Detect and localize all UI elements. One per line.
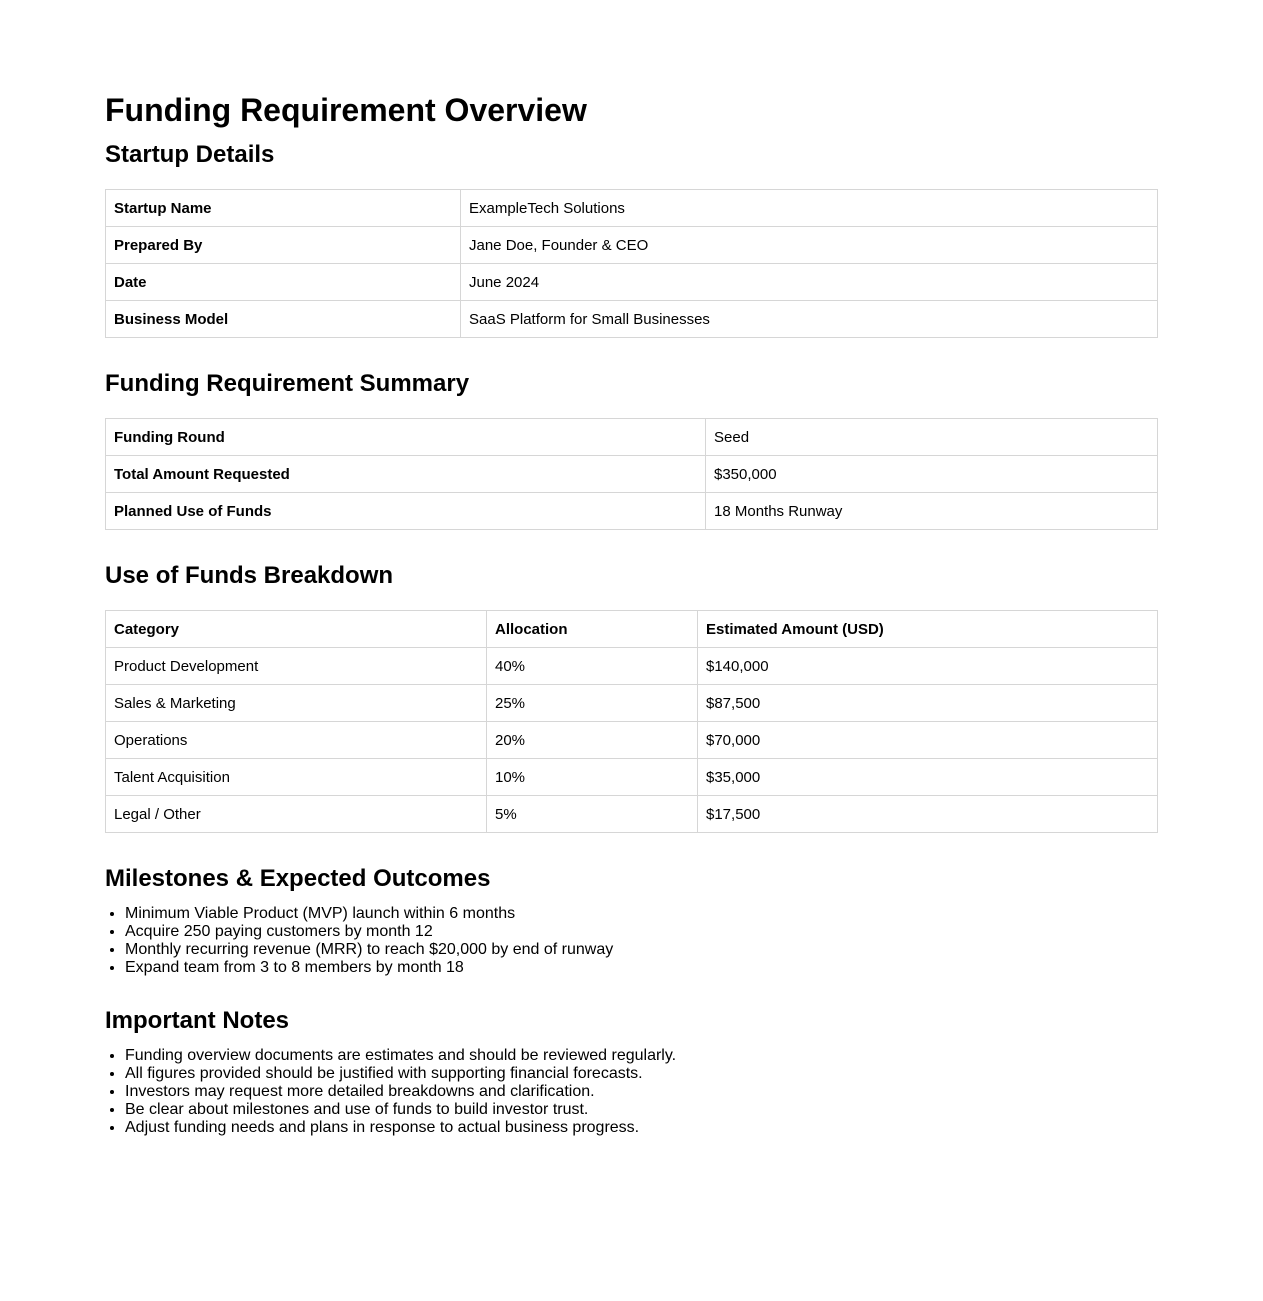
allocation-cell: 5%	[487, 796, 698, 833]
category-cell: Sales & Marketing	[106, 685, 487, 722]
prepared-by-value: Jane Doe, Founder & CEO	[461, 227, 1158, 264]
amount-cell: $35,000	[698, 759, 1158, 796]
table-row	[106, 796, 1158, 833]
list-item: • Be clear about milestones and use of funds to build investor trust.	[125, 1101, 1158, 1119]
use-of-funds-table	[105, 610, 1158, 833]
allocation-cell: 25%	[487, 685, 698, 722]
list-item: • Minimum Viable Product (MVP) launch within 6 months	[125, 905, 1158, 923]
page-title: Funding Requirement Overview	[105, 92, 587, 128]
business-model-value: SaaS Platform for Small Businesses	[461, 301, 1158, 338]
table-row	[106, 456, 1158, 493]
funding-round-label: Funding Round	[106, 419, 706, 456]
total-amount-value: $350,000	[706, 456, 1158, 493]
column-header-amount: Estimated Amount (USD)	[698, 611, 1158, 648]
list-item: • Funding overview documents are estimates and should be reviewed regularly.	[125, 1047, 1158, 1065]
table-row	[106, 227, 1158, 264]
table-row	[106, 648, 1158, 685]
table-header-row	[106, 611, 1158, 648]
list-item: • Acquire 250 paying customers by month 12	[125, 923, 1158, 941]
list-item: • All figures provided should be justified with supporting financial forecasts.	[125, 1065, 1158, 1083]
category-cell: Legal / Other	[106, 796, 487, 833]
table-row	[106, 301, 1158, 338]
amount-cell: $70,000	[698, 722, 1158, 759]
prepared-by-label: Prepared By	[106, 227, 461, 264]
allocation-cell: 10%	[487, 759, 698, 796]
startup-details-heading: Startup Details	[105, 141, 275, 168]
table-row	[106, 264, 1158, 301]
table-row	[106, 419, 1158, 456]
allocation-cell: 40%	[487, 648, 698, 685]
business-model-label: Business Model	[106, 301, 461, 338]
amount-cell: $87,500	[698, 685, 1158, 722]
list-item: • Adjust funding needs and plans in response to actual business progress.	[125, 1119, 1158, 1137]
list-item: • Expand team from 3 to 8 members by month 18	[125, 959, 1158, 977]
amount-cell: $140,000	[698, 648, 1158, 685]
list-item: • Investors may request more detailed breakdowns and clarification.	[125, 1083, 1158, 1101]
startup-name-value: ExampleTech Solutions	[461, 190, 1158, 227]
planned-use-value: 18 Months Runway	[706, 493, 1158, 530]
table-row	[106, 722, 1158, 759]
column-header-allocation: Allocation	[487, 611, 698, 648]
date-value: June 2024	[461, 264, 1158, 301]
notes-list	[105, 1047, 1158, 1137]
amount-cell: $17,500	[698, 796, 1158, 833]
table-row	[106, 190, 1158, 227]
planned-use-label: Planned Use of Funds	[106, 493, 706, 530]
list-item: • Monthly recurring revenue (MRR) to reach $20,000 by end of runway	[125, 941, 1158, 959]
funding-summary-table	[105, 418, 1158, 530]
startup-details-table	[105, 189, 1158, 338]
column-header-category: Category	[106, 611, 487, 648]
table-row	[106, 685, 1158, 722]
funding-round-value: Seed	[706, 419, 1158, 456]
funding-summary-heading: Funding Requirement Summary	[105, 370, 470, 397]
table-row	[106, 759, 1158, 796]
date-label: Date	[106, 264, 461, 301]
category-cell: Talent Acquisition	[106, 759, 487, 796]
total-amount-label: Total Amount Requested	[106, 456, 706, 493]
table-row	[106, 493, 1158, 530]
milestones-heading: Milestones & Expected Outcomes	[105, 865, 491, 892]
allocation-cell: 20%	[487, 722, 698, 759]
category-cell: Product Development	[106, 648, 487, 685]
use-of-funds-heading: Use of Funds Breakdown	[105, 562, 394, 589]
startup-name-label: Startup Name	[106, 190, 461, 227]
category-cell: Operations	[106, 722, 487, 759]
important-notes-heading: Important Notes	[105, 1007, 290, 1034]
milestones-list	[105, 905, 1158, 977]
